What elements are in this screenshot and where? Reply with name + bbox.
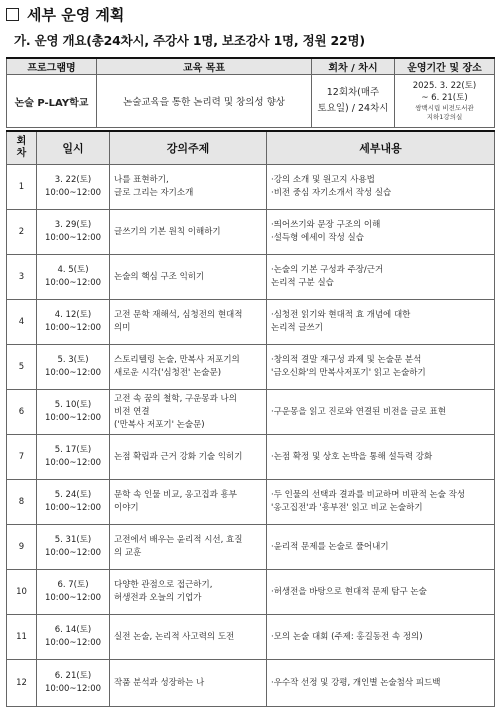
place-line: 쌍백시립 비전도서관 (415, 104, 474, 112)
topic-line: 나를 표현하기, (114, 175, 169, 185)
table-row (7, 390, 495, 435)
session-time: 10:00~12:00 (44, 188, 102, 198)
place-line: 지하1강의실 (426, 113, 463, 121)
session-time: 10:00~12:00 (44, 638, 102, 648)
detail-line: ·띄어쓰기와 문장 구조의 이해 (271, 220, 381, 230)
session-number: 12 (7, 660, 37, 707)
topic-line: 의 교훈 (114, 548, 142, 558)
session-time: 10:00~12:00 (44, 593, 102, 603)
session-time: 10:00~12:00 (44, 503, 102, 513)
period-line: 2025. 3. 22(토) (412, 81, 477, 91)
period-line: ~ 6. 21(토) (421, 93, 468, 103)
program-count (312, 75, 395, 128)
session-date: 6. 7(토) (57, 580, 89, 590)
session-detail (267, 435, 495, 480)
session-number: 11 (7, 615, 37, 660)
session-number: 8 (7, 480, 37, 525)
session-topic (110, 210, 267, 255)
session-datetime (37, 165, 110, 210)
session-detail (267, 165, 495, 210)
session-time: 10:00~12:00 (44, 458, 102, 468)
session-date: 5. 31(토) (54, 535, 92, 545)
session-detail (267, 300, 495, 345)
page-title (6, 4, 124, 25)
checkbox-square-icon (6, 8, 19, 21)
topic-line: 작품 분석과 성장하는 나 (114, 677, 205, 688)
session-number: 9 (7, 525, 37, 570)
table-row (7, 210, 495, 255)
detail-line: '옹고집전'과 '흥부전' 읽고 비교 논술하기 (271, 503, 423, 513)
table-row (7, 660, 495, 707)
session-datetime (37, 435, 110, 480)
session-topic (110, 345, 267, 390)
session-date: 5. 3(토) (57, 355, 89, 365)
topic-line: 새로운 시각('심청전' 논술문) (114, 368, 222, 378)
session-detail (267, 390, 495, 435)
table-row (7, 435, 495, 480)
session-time: 10:00~12:00 (44, 684, 102, 694)
session-number: 7 (7, 435, 37, 480)
topic-line: 논술의 핵심 구조 익히기 (114, 271, 205, 282)
topic-line: 논점 확립과 근거 강화 기술 익히기 (114, 451, 243, 462)
table-row (7, 300, 495, 345)
session-datetime (37, 615, 110, 660)
page-title-text: 세부 운영 계획 (27, 6, 125, 24)
count-line: 토요일) / 24차시 (317, 103, 389, 114)
detail-line: ·윤리적 문제를 논술로 풀어내기 (271, 541, 389, 552)
session-datetime (37, 210, 110, 255)
session-datetime (37, 525, 110, 570)
topic-line: 다양한 관점으로 접근하기, (114, 580, 213, 590)
topic-line: 이야기 (114, 503, 139, 513)
program-goal: 논술교육을 통한 논리력 및 창의성 향상 (97, 75, 312, 128)
topic-line: 의미 (114, 323, 131, 333)
topic-line: 실전 논술, 논리적 사고력의 도전 (114, 631, 235, 642)
session-topic (110, 255, 267, 300)
overview-header-count: 회차 / 차시 (312, 58, 395, 75)
session-date: 5. 24(토) (54, 490, 92, 500)
detail-line: 논리적 구분 실습 (271, 278, 334, 288)
session-topic (110, 570, 267, 615)
detail-line: ·설득형 에세이 작성 실습 (271, 233, 364, 243)
detail-line: ·구운몽을 읽고 진로와 연결된 비전을 글로 표현 (271, 406, 446, 417)
session-date: 5. 10(토) (54, 400, 92, 410)
session-datetime (37, 255, 110, 300)
session-detail (267, 210, 495, 255)
session-detail (267, 615, 495, 660)
topic-line: 비전 연결 (114, 406, 150, 417)
session-number: 10 (7, 570, 37, 615)
overview-header-goal: 교육 목표 (97, 58, 312, 75)
session-datetime (37, 300, 110, 345)
detail-line: ·우수작 선정 및 강평, 개인별 논술첨삭 피드백 (271, 677, 441, 688)
detail-line: ·비전 중심 자기소개서 작성 실습 (271, 188, 392, 198)
topic-line: 스토리텔링 논술, 만복사 저포기의 (114, 355, 240, 365)
session-time: 10:00~12:00 (44, 278, 102, 288)
session-date: 4. 12(토) (54, 310, 92, 320)
session-topic (110, 480, 267, 525)
detail-line: ·창의적 결말 재구성 과제 및 논술문 분석 (271, 355, 422, 365)
session-number: 3 (7, 255, 37, 300)
table-row (7, 525, 495, 570)
session-time: 10:00~12:00 (44, 323, 102, 333)
session-datetime (37, 390, 110, 435)
session-number: 5 (7, 345, 37, 390)
schedule-header-no (7, 131, 37, 165)
session-time: 10:00~12:00 (44, 368, 102, 378)
session-datetime (37, 660, 110, 707)
session-date: 3. 29(토) (54, 220, 92, 230)
overview-header-period: 운영기간 및 장소 (395, 58, 495, 75)
schedule-header-date: 일시 (37, 131, 110, 165)
program-period (395, 75, 495, 128)
schedule-table (6, 130, 495, 707)
session-detail (267, 345, 495, 390)
table-row (7, 480, 495, 525)
detail-line: ·허생전을 바탕으로 현대적 문제 탐구 논술 (271, 586, 427, 597)
detail-line: ·강의 소개 및 원고지 사용법 (271, 175, 375, 185)
session-detail (267, 570, 495, 615)
detail-line: ·두 인물의 선택과 결과를 비교하며 비판적 논술 작성 (271, 490, 466, 500)
table-row (7, 255, 495, 300)
detail-line: '금오신화'의 만복사저포기' 읽고 논술하기 (271, 368, 426, 378)
session-datetime (37, 345, 110, 390)
session-topic (110, 660, 267, 707)
overview-header-program: 프로그램명 (7, 58, 97, 75)
session-time: 10:00~12:00 (44, 233, 102, 243)
table-row (7, 165, 495, 210)
session-number: 2 (7, 210, 37, 255)
topic-line: 허생전과 오늘의 기업가 (114, 593, 202, 603)
session-number: 1 (7, 165, 37, 210)
session-time: 10:00~12:00 (44, 548, 102, 558)
topic-line: 문학 속 인물 비교, 옹고집과 흥부 (114, 490, 237, 500)
session-date: 6. 21(토) (54, 671, 92, 681)
session-date: 3. 22(토) (54, 175, 92, 185)
session-number: 4 (7, 300, 37, 345)
session-topic (110, 165, 267, 210)
topic-line: 글쓰기의 기본 원칙 이해하기 (114, 226, 221, 237)
section-title: 가. 운영 개요(총24차시, 주강사 1명, 보조강사 1명, 정원 22명) (14, 33, 365, 48)
session-date: 5. 17(토) (54, 445, 92, 455)
session-date: 6. 14(토) (54, 625, 92, 635)
session-datetime (37, 570, 110, 615)
table-row (7, 615, 495, 660)
overview-table (6, 57, 495, 128)
topic-line: ('만복사 저포기' 논술문) (114, 419, 205, 430)
schedule-header-detail: 세부내용 (267, 131, 495, 165)
session-date: 4. 5(토) (57, 265, 89, 275)
detail-line: ·심청전 읽기와 현대적 효 개념에 대한 (271, 310, 411, 320)
session-topic (110, 300, 267, 345)
session-topic (110, 390, 267, 435)
session-detail (267, 660, 495, 707)
detail-line: ·모의 논술 대회 (주제: 홍길동전 속 정의) (271, 631, 423, 642)
table-row (7, 345, 495, 390)
session-datetime (37, 480, 110, 525)
topic-line: 고전 문학 재해석, 심청전의 현대적 (114, 310, 243, 320)
session-detail (267, 255, 495, 300)
table-row (7, 570, 495, 615)
count-line: 12회차(매주 (326, 87, 380, 98)
session-topic (110, 435, 267, 480)
session-detail (267, 480, 495, 525)
session-detail (267, 525, 495, 570)
schedule-header-topic: 강의주제 (110, 131, 267, 165)
detail-line: ·논점 확정 및 상호 논박을 통해 설득력 강화 (271, 451, 433, 462)
detail-line: ·논술의 기본 구성과 주장/근거 (271, 265, 384, 275)
topic-line: 고전 속 꿈의 철학, 구운몽과 나의 (114, 393, 237, 404)
topic-line: 글로 그리는 자기소개 (114, 188, 194, 198)
header-no-line: 회 (16, 136, 27, 147)
topic-line: 고전에서 배우는 윤리적 시선, 효질 (114, 535, 243, 545)
session-topic (110, 615, 267, 660)
session-number: 6 (7, 390, 37, 435)
session-topic (110, 525, 267, 570)
detail-line: 논리적 글쓰기 (271, 323, 323, 333)
session-time: 10:00~12:00 (44, 413, 102, 423)
header-no-line: 차 (16, 148, 27, 159)
program-name: 논술 P-LAY학교 (7, 75, 97, 128)
